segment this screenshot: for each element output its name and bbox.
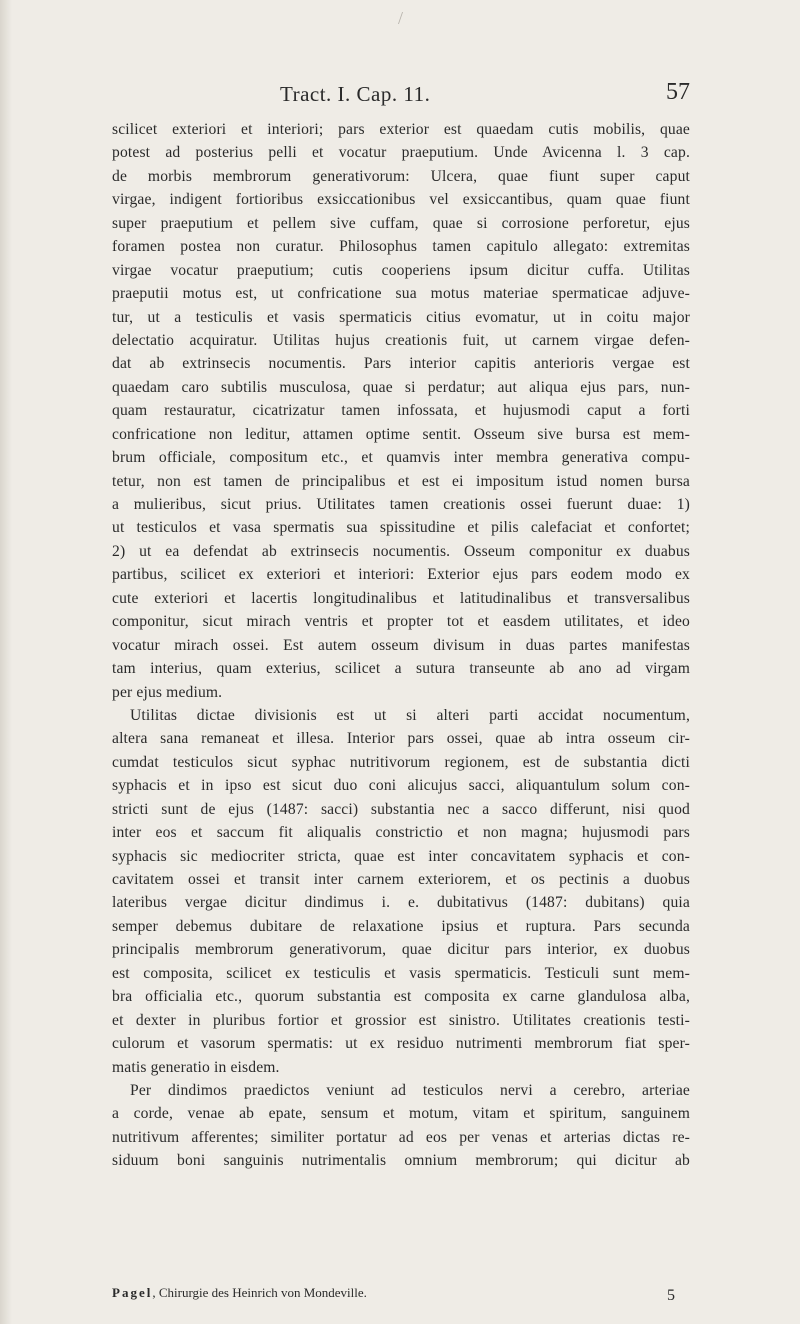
text-line: super praeputium et pellem sive cuffam, quae si corrosione perforetur, ejus (112, 214, 690, 232)
text-line: est composita, scilicet ex testiculis et vasis spermaticis. Testiculi sunt mem- (112, 964, 690, 982)
page-edge-shadow (0, 0, 12, 1324)
running-head (0, 79, 800, 110)
text-line: a corde, venae ab epate, sensum et motum, vitam et spiritum, sanguinem (112, 1105, 690, 1123)
text-line: a mulieribus, sicut prius. Utilitates tamen creationis ossei fuerunt duae: 1) (112, 496, 690, 513)
text-line: scilicet exteriori et interiori; pars exterior est quaedam cutis mobilis, quae (112, 121, 690, 138)
text-line: tetur, non est tamen de principalibus et est ei impositum istud nomen bursa (112, 472, 690, 490)
text-line: potest ad posterius pelli et vocatur praeputium. Unde Avicenna l. 3 cap. (112, 144, 690, 162)
body-text (112, 118, 690, 1173)
text-line: cavitatem ossei et transit inter carnem exteriorem, et os pectinis a duobus (112, 871, 690, 888)
text-line: ut testiculos et vasa spermatis sua spissitudine et pilis calefaciat et confortet; (112, 519, 690, 537)
page-number: 57 (666, 79, 690, 105)
footnote-rest: , Chirurgie des Heinrich von Mondeville. (152, 1285, 367, 1300)
text-line: foramen postea non curatur. Philosophus tamen capitulo allegato: extremitas (112, 238, 690, 256)
top-pencil-mark: / (398, 8, 404, 28)
text-line: componitur, sicut mirach ventris et propter tot et easdem utilitates, et ideo (112, 613, 690, 631)
text-line: Utilitas dictae divisionis est ut si alteri parti accidat nocumentum, (130, 706, 690, 724)
text-line: virgae, indigent fortioribus exsiccationibus vel exsiccantibus, quam quae fiunt (112, 191, 690, 209)
text-line: principalis membrorum generativorum, quae dicitur pars interior, ex duobus (112, 941, 690, 959)
text-line: nutritivum afferentes; similiter portatur ad eos per venas et arterias dictas re- (112, 1128, 690, 1146)
text-line: de morbis membrorum generativorum: Ulcera, quae fiunt super caput (112, 167, 690, 185)
text-line: Per dindimos praedictos veniunt ad testiculos nervi a cerebro, arteriae (130, 1081, 690, 1099)
text-line: delectatio acquiratur. Utilitas hujus creationis fuit, ut carnem virgae defen- (112, 331, 690, 349)
page-footer (112, 1283, 690, 1307)
text-line: siduum boni sanguinis nutrimentalis omnium membrorum; qui dicitur ab (112, 1152, 690, 1170)
text-line: brum officiale, compositum etc., et quamvis inter membra generativa compu- (112, 449, 690, 467)
text-line: quam restauratur, cicatrizatur tamen infossata, et hujusmodi caput a forti (112, 402, 690, 420)
text-line: 2) ut ea defendat ab extrinsecis nocumentis. Osseum componitur ex duabus (112, 542, 690, 560)
text-line: per ejus medium. (112, 683, 223, 701)
text-line: vocatur mirach ossei. Est autem osseum divisum in duas partes manifestas (112, 636, 690, 654)
signature-mark: 5 (667, 1287, 675, 1304)
footnote-author: Pagel (112, 1285, 153, 1300)
text-line: dat ab extrinsecis nocumentis. Pars interior capitis anterioris vergae est (112, 355, 690, 373)
text-line: tur, ut a testiculis et vasis spermaticis citius evomatur, ut in coitu major (112, 308, 690, 326)
text-line: syphacis et in ipso est sicut duo coni alicujus sacci, aliquantulum solum con- (112, 777, 690, 795)
text-line: partibus, scilicet ex exteriori et interiori: Exterior ejus pars eodem modo ex (112, 566, 690, 584)
text-line: cumdat testiculos sicut syphac nutritivorum regionem, est de substantia dicti (112, 753, 690, 771)
text-line: stricti sunt de ejus (1487: sacci) substantia nec a sacco differunt, nisi quod (112, 800, 690, 818)
text-line: virgae vocatur praeputium; cutis cooperiens ipsum dicitur cuffa. Utilitas (112, 261, 690, 279)
footnote (112, 1285, 367, 1301)
text-line: cute exteriori et lacertis longitudinalibus et latitudinalibus et transversalibus (112, 589, 690, 607)
text-line: lateribus vergae dicitur dindimus i. e. dubitativus (1487: dubitans) quia (112, 894, 690, 912)
text-line: inter eos et saccum fit aliqualis constrictio et non magna; hujusmodi pars (112, 824, 690, 842)
text-line: altera sana remaneat et illesa. Interior pars ossei, quae ab intra osseum cir- (112, 730, 690, 748)
text-line: tam interius, quam exterius, scilicet a sutura transeunte ab ano ad virgam (112, 660, 690, 678)
text-line: culorum et vasorum spermatis: ut ex residuo nutrimenti membrorum fiat sper- (112, 1035, 690, 1053)
text-line: bra officialia etc., quorum substantia est composita ex carne glandulosa alba, (112, 988, 690, 1006)
running-title: Tract. I. Cap. 11. (280, 82, 431, 106)
text-line: syphacis sic mediocriter stricta, quae est inter concavitatem syphacis et con- (112, 847, 690, 865)
text-line: et dexter in pluribus fortior et grossior est sinistro. Utilitates creationis testi- (112, 1011, 690, 1029)
text-line: confricatione non leditur, attamen optime sentit. Osseum sive bursa est mem- (112, 425, 690, 443)
text-line: semper debemus dubitare de relaxatione ipsius et ruptura. Pars secunda (112, 917, 690, 935)
text-line: matis generatio in eisdem. (112, 1058, 280, 1076)
text-line: praeputii motus est, ut confricatione sua motus materiae spermaticae adjuve- (112, 285, 690, 303)
text-line: quaedam caro subtilis musculosa, quae si perdatur; aut aliqua ejus pars, nun- (112, 378, 690, 396)
